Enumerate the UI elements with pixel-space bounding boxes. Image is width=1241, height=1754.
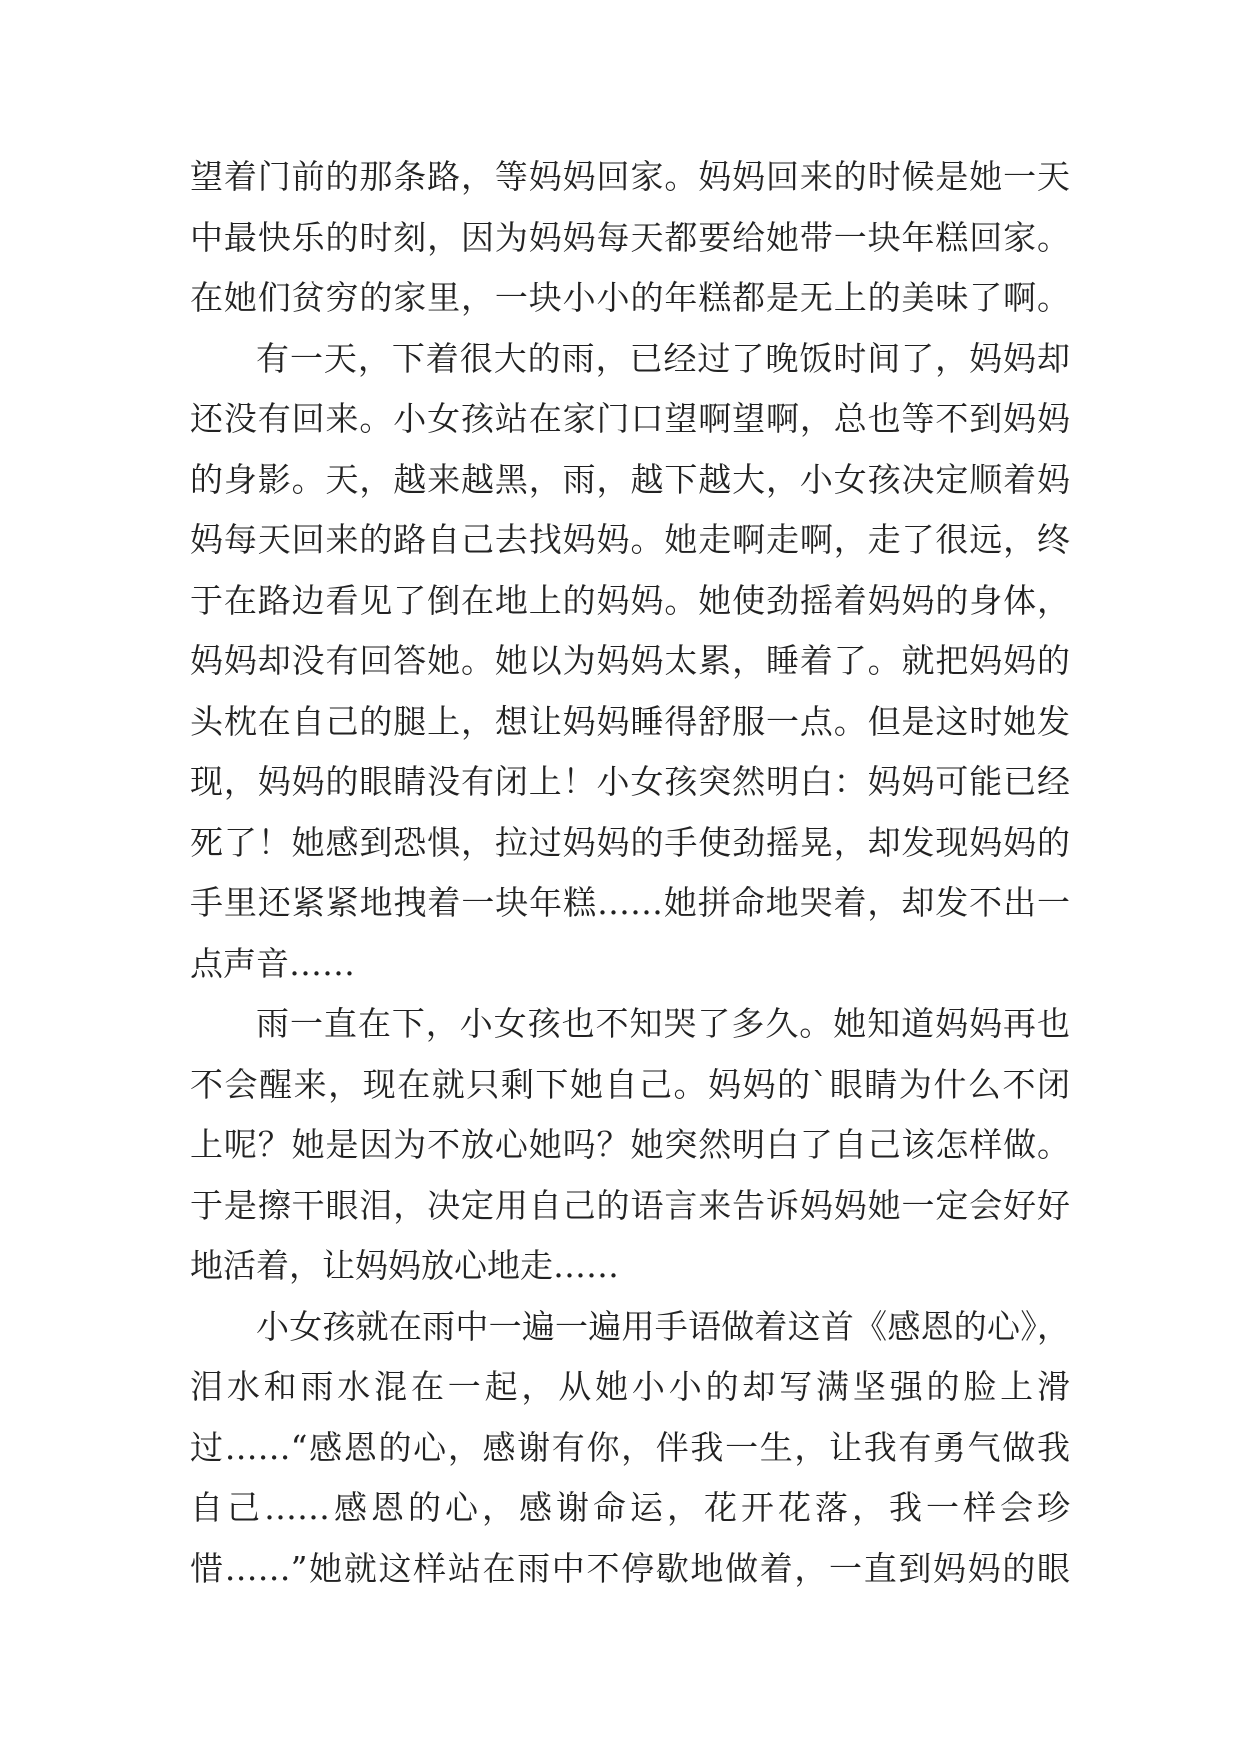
- text-line: 现，妈妈的眼睛没有闭上！小女孩突然明白：妈妈可能已经: [190, 762, 1070, 801]
- paragraph-first-line: 雨一直在下，小女孩也不知哭了多久。她知道妈妈再也: [256, 1004, 1070, 1043]
- text-line: 泪水和雨水混在一起，从她小小的却写满坚强的脸上滑: [190, 1367, 1070, 1406]
- text-line: 死了！她感到恐惧，拉过妈妈的手使劲摇晃，却发现妈妈的: [190, 822, 1070, 862]
- body-text: [190, 147, 1070, 1599]
- text-line: 点声音……: [190, 943, 355, 983]
- text-line: 过……“感恩的心，感谢有你，伴我一生，让我有勇气做我: [190, 1427, 1070, 1467]
- text-line: 中最快乐的时刻，因为妈妈每天都要给她带一块年糕回家。: [190, 217, 1070, 257]
- text-line: 望着门前的那条路，等妈妈回家。妈妈回来的时候是她一天: [190, 157, 1070, 196]
- text-line: 自己……感恩的心，感谢命运，花开花落，我一样会珍: [190, 1488, 1070, 1527]
- text-line: 在她们贫穷的家里，一块小小的年糕都是无上的美味了啊。: [190, 278, 1070, 317]
- text-line: 惜……”她就这样站在雨中不停歇地做着，一直到妈妈的眼: [190, 1548, 1070, 1588]
- text-line: 上呢？她是因为不放心她吗？她突然明白了自己该怎样做。: [190, 1125, 1070, 1164]
- text-line: 手里还紧紧地拽着一块年糕……她拼命地哭着，却发不出一: [190, 883, 1070, 922]
- text-line: 于在路边看见了倒在地上的妈妈。她使劲摇着妈妈的身体，: [190, 580, 1070, 620]
- text-line: 地活着，让妈妈放心地走……: [190, 1246, 619, 1285]
- text-line: 还没有回来。小女孩站在家门口望啊望啊，总也等不到妈妈: [190, 399, 1070, 438]
- text-line: 不会醒来，现在就只剩下她自己。妈妈的`眼睛为什么不闭: [190, 1064, 1070, 1104]
- text-line: 妈妈却没有回答她。她以为妈妈太累，睡着了。就把妈妈的: [190, 641, 1070, 680]
- text-line: 妈每天回来的路自己去找妈妈。她走啊走啊，走了很远，终: [190, 520, 1070, 559]
- paragraph-first-line: 有一天，下着很大的雨，已经过了晚饭时间了，妈妈却: [256, 338, 1070, 378]
- text-line: 于是擦干眼泪，决定用自己的语言来告诉妈妈她一定会好好: [190, 1185, 1070, 1225]
- text-line: 头枕在自己的腿上，想让妈妈睡得舒服一点。但是这时她发: [190, 701, 1070, 741]
- text-line: 的身影。天，越来越黑，雨，越下越大，小女孩决定顺着妈: [190, 459, 1070, 499]
- paragraph-first-line: 小女孩就在雨中一遍一遍用手语做着这首《感恩的心》，: [256, 1306, 1070, 1346]
